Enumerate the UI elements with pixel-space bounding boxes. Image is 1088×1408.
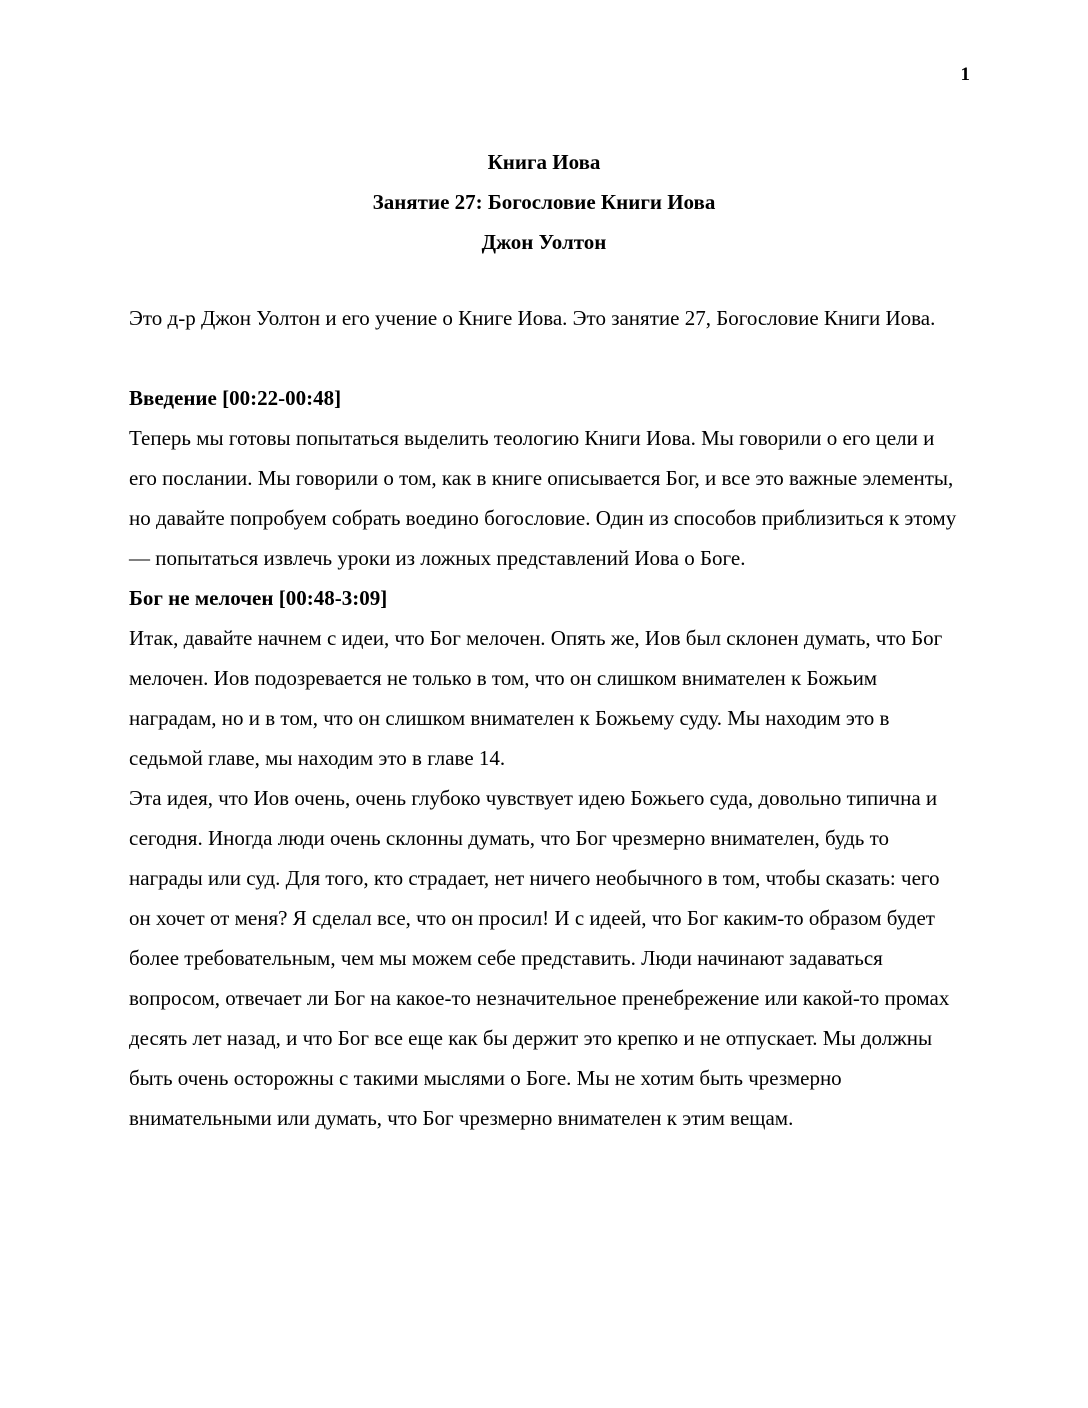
title-block: [0, 142, 1088, 262]
intro-paragraph: Это д-р Джон Уолтон и его учение о Книге Иова. Это занятие 27, Богословие Книги Иова.: [129, 306, 936, 330]
body-paragraph: Эта идея, что Иов очень, очень глубоко чувствует идею Божьего суда, довольно типична и сегодня. Иногда люди очень склонны думать, что Бог чрезмерно внимателен, будь то награды или суд. Для того, кто страдает, нет ничего необычного в том, чтобы сказать: чего он хочет от меня? Я сделал все, что он просил! И с идеей, что Бог каким-то образом будет более требовательным, чем мы можем себе представить. Люди начинают задаваться вопросом, отвечает ли Бог на какое-то незначительное пренебрежение или какой-то промах десять лет назад, и что Бог все еще как бы держит это крепко и не отпускает. Мы должны быть очень осторожны с такими мыслями о Боге. Мы не хотим быть чрезмерно внимательными или думать, что Бог чрезмерно внимателен к этим вещам.: [129, 786, 950, 1130]
page-number: 1: [960, 64, 970, 85]
body-paragraph: Теперь мы готовы попытаться выделить теологию Книги Иова. Мы говорили о его цели и его послании. Мы говорили о том, как в книге описывается Бог, и все это важные элементы, но давайте попробуем собрать воедино богословие. Один из способов приблизиться к этому — попытаться извлечь уроки из ложных представлений Иова о Боге.: [129, 426, 957, 570]
document-body: [129, 298, 964, 1138]
document-subtitle: Занятие 27: Богословие Книги Иова: [372, 190, 716, 214]
body-paragraph: Итак, давайте начнем с идеи, что Бог мелочен. Опять же, Иов был склонен думать, что Бог мелочен. Иов подозревается не только в том, что он слишком внимателен к Божьим наградам, но и в том, что он слишком внимателен к Божьему суду. Мы находим это в седьмой главе, мы находим это в главе 14.: [129, 626, 943, 770]
section-heading-introduction: Введение [00:22-00:48]: [129, 386, 342, 410]
document-author: Джон Уолтон: [481, 230, 607, 254]
document-title: Книга Иова: [487, 150, 601, 174]
section-heading-god-not-petty: Бог не мелочен [00:48-3:09]: [129, 586, 388, 610]
